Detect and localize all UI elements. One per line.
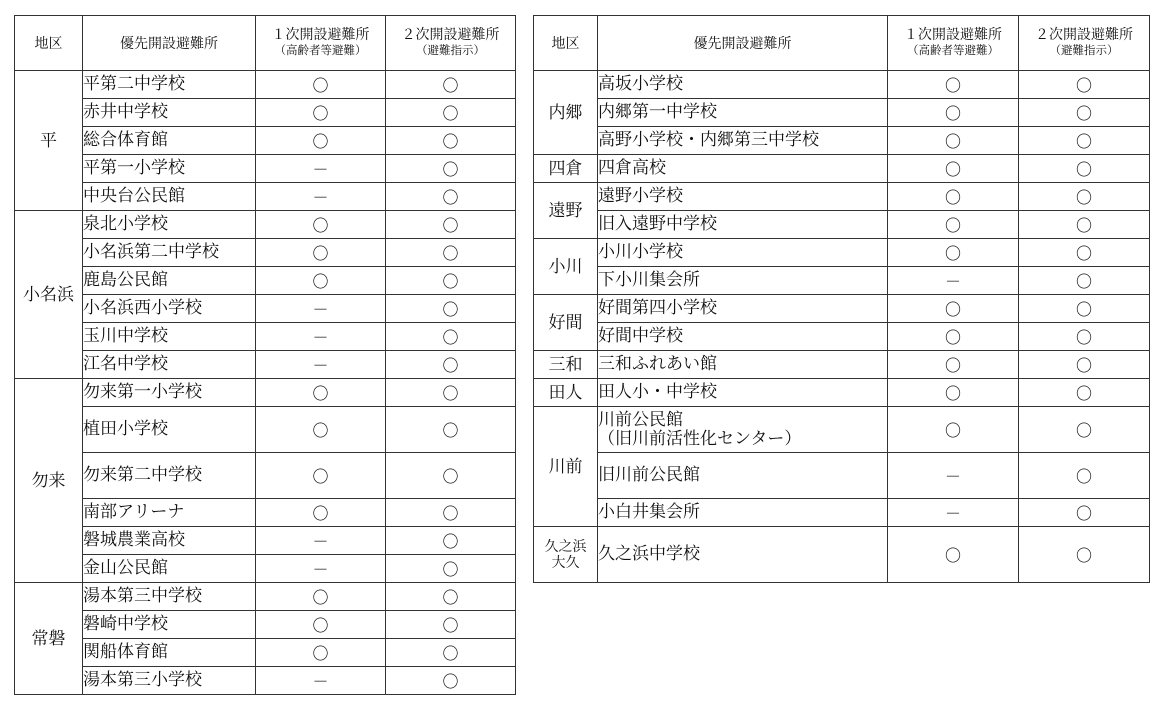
second-status: 〇	[386, 127, 516, 155]
shelter-name: 高坂小学校	[598, 71, 888, 99]
header-first-sub: （高齢者等避難）	[274, 43, 367, 57]
header-second-main: ２次開設避難所	[401, 27, 500, 43]
area-cell: 遠野	[534, 183, 598, 239]
first-status: －	[256, 555, 386, 583]
first-status: －	[256, 295, 386, 323]
second-status: 〇	[1019, 453, 1150, 499]
second-status: 〇	[386, 351, 516, 379]
table-row	[15, 639, 516, 667]
shelter-name: 湯本第三中学校	[83, 583, 256, 611]
first-status: 〇	[888, 351, 1019, 379]
table-row	[15, 267, 516, 295]
header-shelter-name: 優先開設避難所	[598, 16, 888, 71]
first-status: －	[888, 453, 1019, 499]
shelter-name: 小白井集会所	[598, 499, 888, 527]
table-row	[15, 407, 516, 453]
shelter-name: 旧川前公民館	[598, 453, 888, 499]
shelter-name: 玉川中学校	[83, 323, 256, 351]
shelter-name-line1: 川前公民館	[598, 409, 683, 430]
second-status: 〇	[386, 99, 516, 127]
second-status: 〇	[386, 527, 516, 555]
second-status: 〇	[386, 407, 516, 453]
second-status: 〇	[1019, 351, 1150, 379]
shelter-name: 磐城農業高校	[83, 527, 256, 555]
first-status: 〇	[256, 453, 386, 499]
second-status: 〇	[1019, 323, 1150, 351]
table-row	[534, 453, 1150, 499]
area-cell: 三和	[534, 351, 598, 379]
table-row	[15, 295, 516, 323]
table-row	[534, 499, 1150, 527]
header-first-main: １次開設避難所	[271, 27, 370, 43]
first-status: －	[256, 155, 386, 183]
header-area: 地区	[534, 16, 598, 71]
first-status: 〇	[256, 379, 386, 407]
shelter-name: 中央台公民館	[83, 183, 256, 211]
shelter-name: 好間中学校	[598, 323, 888, 351]
second-status: 〇	[1019, 499, 1150, 527]
header-second-sub: （避難指示）	[1049, 43, 1119, 57]
second-status: 〇	[1019, 155, 1150, 183]
shelter-name: 植田小学校	[83, 407, 256, 453]
area-cell	[534, 527, 598, 583]
shelter-name: 勿来第二中学校	[83, 453, 256, 499]
area-line2: 大久	[551, 554, 580, 571]
header-shelter-name: 優先開設避難所	[83, 16, 256, 71]
table-row	[15, 527, 516, 555]
header-second-main: ２次開設避難所	[1035, 27, 1133, 43]
second-status: 〇	[386, 583, 516, 611]
second-status: 〇	[1019, 183, 1150, 211]
first-status: 〇	[256, 639, 386, 667]
area-line1: 久之浜	[544, 538, 587, 555]
table-row	[15, 453, 516, 499]
shelter-name: 赤井中学校	[83, 99, 256, 127]
second-status: 〇	[1019, 267, 1150, 295]
table-row	[15, 211, 516, 239]
area-cell: 好間	[534, 295, 598, 351]
shelter-name: 下小川集会所	[598, 267, 888, 295]
table-row	[534, 323, 1150, 351]
area-cell: 四倉	[534, 155, 598, 183]
table-row	[15, 583, 516, 611]
second-status: 〇	[386, 239, 516, 267]
first-status: 〇	[256, 583, 386, 611]
header-first-main: １次開設避難所	[904, 27, 1002, 43]
header-second-opening	[1019, 16, 1150, 71]
header-second-opening	[386, 16, 516, 71]
first-status: －	[256, 667, 386, 695]
first-status: 〇	[888, 211, 1019, 239]
shelter-name: 南部アリーナ	[83, 499, 256, 527]
second-status: 〇	[386, 295, 516, 323]
table-row	[15, 183, 516, 211]
first-status: －	[888, 267, 1019, 295]
table-row	[534, 183, 1150, 211]
shelter-name: 金山公民館	[83, 555, 256, 583]
table-row	[534, 127, 1150, 155]
first-status: 〇	[256, 71, 386, 99]
area-cell: 勿来	[15, 379, 83, 583]
table-row	[534, 527, 1150, 583]
second-status: 〇	[1019, 295, 1150, 323]
shelter-name: 泉北小学校	[83, 211, 256, 239]
table-row	[15, 155, 516, 183]
table-row	[534, 71, 1150, 99]
table-row	[534, 351, 1150, 379]
table-row	[15, 239, 516, 267]
shelter-name: 遠野小学校	[598, 183, 888, 211]
shelter-name-line2: （旧川前活性化センター）	[598, 428, 802, 449]
second-status: 〇	[386, 71, 516, 99]
second-status: 〇	[1019, 99, 1150, 127]
header-area: 地区	[15, 16, 83, 71]
first-status: 〇	[888, 99, 1019, 127]
first-status: 〇	[888, 379, 1019, 407]
first-status: 〇	[888, 183, 1019, 211]
first-status: 〇	[888, 527, 1019, 583]
second-status: 〇	[1019, 211, 1150, 239]
second-status: 〇	[386, 639, 516, 667]
shelter-name: 内郷第一中学校	[598, 99, 888, 127]
second-status: 〇	[386, 453, 516, 499]
second-status: 〇	[386, 155, 516, 183]
second-status: 〇	[386, 323, 516, 351]
second-status: 〇	[386, 611, 516, 639]
shelter-name: 三和ふれあい館	[598, 351, 888, 379]
first-status: 〇	[256, 267, 386, 295]
first-status: －	[256, 323, 386, 351]
first-status: 〇	[888, 127, 1019, 155]
table-row	[15, 351, 516, 379]
shelter-name: 四倉高校	[598, 155, 888, 183]
table-row	[534, 407, 1150, 453]
header-second-sub: （避難指示）	[416, 43, 485, 57]
first-status: 〇	[888, 407, 1019, 453]
shelter-name: 江名中学校	[83, 351, 256, 379]
area-cell: 常磐	[15, 583, 83, 695]
second-status: 〇	[386, 667, 516, 695]
shelter-name: 小川小学校	[598, 239, 888, 267]
second-status: 〇	[386, 267, 516, 295]
second-status: 〇	[386, 211, 516, 239]
table-row	[534, 295, 1150, 323]
second-status: 〇	[386, 499, 516, 527]
shelter-name: 小名浜西小学校	[83, 295, 256, 323]
second-status: 〇	[1019, 71, 1150, 99]
table-row	[15, 499, 516, 527]
second-status: 〇	[386, 379, 516, 407]
first-status: －	[256, 351, 386, 379]
table-row	[15, 379, 516, 407]
area-cell: 内郷	[534, 71, 598, 155]
first-status: 〇	[256, 211, 386, 239]
header-row	[15, 16, 516, 71]
area-cell: 小名浜	[15, 211, 83, 379]
shelter-name: 久之浜中学校	[598, 527, 888, 583]
second-status: 〇	[386, 183, 516, 211]
first-status: 〇	[256, 499, 386, 527]
shelter-name: 小名浜第二中学校	[83, 239, 256, 267]
table-row	[534, 155, 1150, 183]
shelter-name: 平第一小学校	[83, 155, 256, 183]
shelter-name: 湯本第三小学校	[83, 667, 256, 695]
second-status: 〇	[1019, 239, 1150, 267]
first-status: －	[256, 183, 386, 211]
area-cell: 平	[15, 71, 83, 211]
area-cell: 川前	[534, 407, 598, 527]
header-first-opening	[256, 16, 386, 71]
table-row	[15, 99, 516, 127]
header-first-sub: （高齢者等避難）	[907, 43, 999, 57]
table-row	[15, 555, 516, 583]
table-row	[534, 379, 1150, 407]
shelter-table-left	[14, 15, 516, 695]
second-status: 〇	[1019, 127, 1150, 155]
first-status: 〇	[888, 155, 1019, 183]
table-row	[534, 239, 1150, 267]
table-row	[534, 99, 1150, 127]
table-row	[15, 323, 516, 351]
table-row	[534, 267, 1150, 295]
header-first-opening	[888, 16, 1019, 71]
shelter-name: 平第二中学校	[83, 71, 256, 99]
first-status: 〇	[256, 127, 386, 155]
shelter-name	[598, 407, 888, 453]
second-status: 〇	[1019, 407, 1150, 453]
shelter-name: 田人小・中学校	[598, 379, 888, 407]
first-status: 〇	[888, 239, 1019, 267]
shelter-table-right	[533, 15, 1150, 583]
first-status: 〇	[888, 323, 1019, 351]
shelter-name: 鹿島公民館	[83, 267, 256, 295]
area-cell: 田人	[534, 379, 598, 407]
shelter-name: 好間第四小学校	[598, 295, 888, 323]
first-status: 〇	[256, 611, 386, 639]
shelter-name: 高野小学校・内郷第三中学校	[598, 127, 888, 155]
header-row	[534, 16, 1150, 71]
table-row	[15, 667, 516, 695]
table-row	[15, 611, 516, 639]
shelter-name: 磐崎中学校	[83, 611, 256, 639]
first-status: －	[256, 527, 386, 555]
first-status: 〇	[256, 239, 386, 267]
area-cell: 小川	[534, 239, 598, 295]
shelter-name: 総合体育館	[83, 127, 256, 155]
table-row	[15, 127, 516, 155]
table-row	[15, 71, 516, 99]
table-row	[534, 211, 1150, 239]
shelter-name: 旧入遠野中学校	[598, 211, 888, 239]
first-status: 〇	[888, 71, 1019, 99]
second-status: 〇	[386, 555, 516, 583]
shelter-name: 勿来第一小学校	[83, 379, 256, 407]
second-status: 〇	[1019, 527, 1150, 583]
shelter-name: 関船体育館	[83, 639, 256, 667]
second-status: 〇	[1019, 379, 1150, 407]
first-status: －	[888, 499, 1019, 527]
first-status: 〇	[256, 407, 386, 453]
first-status: 〇	[888, 295, 1019, 323]
first-status: 〇	[256, 99, 386, 127]
